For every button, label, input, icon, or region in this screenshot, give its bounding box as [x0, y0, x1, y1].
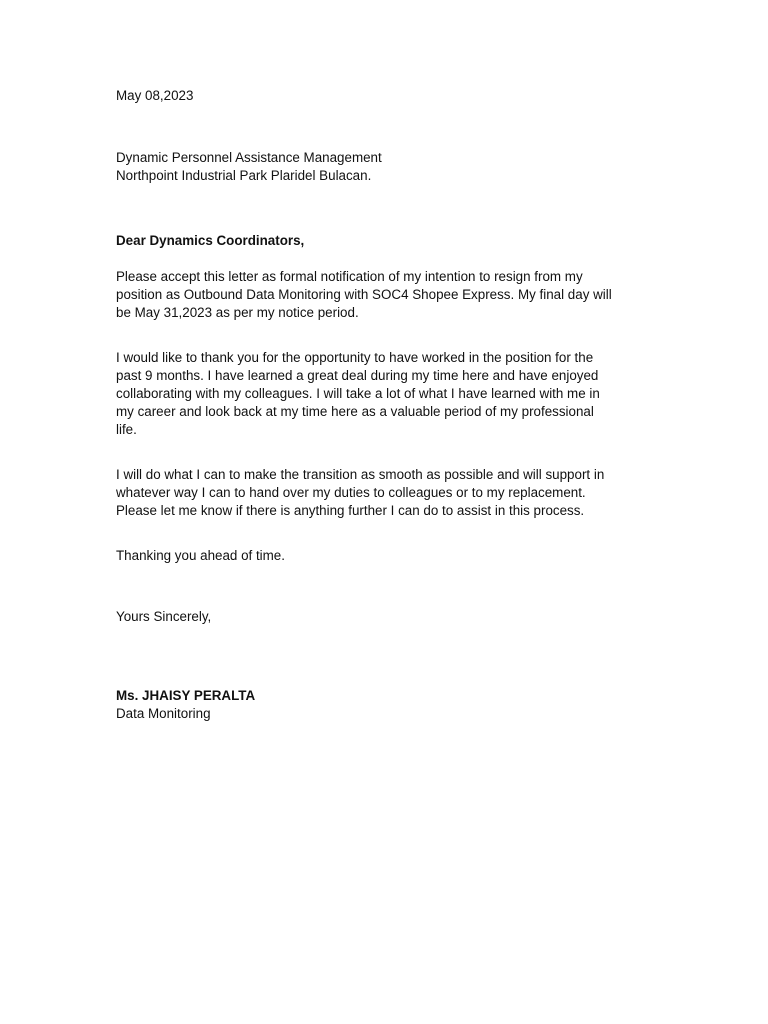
paragraph-line: life.	[116, 422, 137, 437]
paragraph-line: I would like to thank you for the opportunity to have worked in the position for the	[116, 350, 594, 365]
paragraph-line: be May 31,2023 as per my notice period.	[116, 305, 359, 320]
recipient-name: Dynamic Personnel Assistance Management	[116, 150, 382, 165]
closing-line: Yours Sincerely,	[116, 609, 212, 624]
paragraph-line: my career and look back at my time here as a valuable period of my professional	[116, 404, 594, 419]
paragraph-line: whatever way I can to hand over my duties to colleagues or to my replacement.	[116, 485, 586, 500]
paragraph-line: I will do what I can to make the transition as smooth as possible and will support in	[116, 467, 605, 482]
resignation-letter	[116, 87, 646, 723]
recipient-block	[116, 149, 646, 185]
salutation: Dear Dynamics Coordinators,	[116, 233, 305, 248]
recipient-address: Northpoint Industrial Park Plaridel Bulacan.	[116, 168, 372, 183]
paragraph-line: collaborating with my colleagues. I will take a lot of what I have learned with me in	[116, 386, 600, 401]
paragraph-line: position as Outbound Data Monitoring with SOC4 Shopee Express. My final day will	[116, 287, 612, 302]
body-paragraph-2	[116, 349, 646, 439]
paragraph-line: Please accept this letter as formal notification of my intention to resign from my	[116, 269, 583, 284]
signer-name: Ms. JHAISY PERALTA	[116, 688, 256, 703]
paragraph-line: past 9 months. I have learned a great deal during my time here and have enjoyed	[116, 368, 599, 383]
thanks-line: Thanking you ahead of time.	[116, 548, 285, 563]
signer-title: Data Monitoring	[116, 706, 211, 721]
body-paragraph-3	[116, 466, 646, 520]
body-paragraph-1	[116, 268, 646, 322]
letter-date: May 08,2023	[116, 88, 194, 103]
signature-block	[116, 687, 646, 723]
paragraph-line: Please let me know if there is anything further I can do to assist in this process.	[116, 503, 585, 518]
